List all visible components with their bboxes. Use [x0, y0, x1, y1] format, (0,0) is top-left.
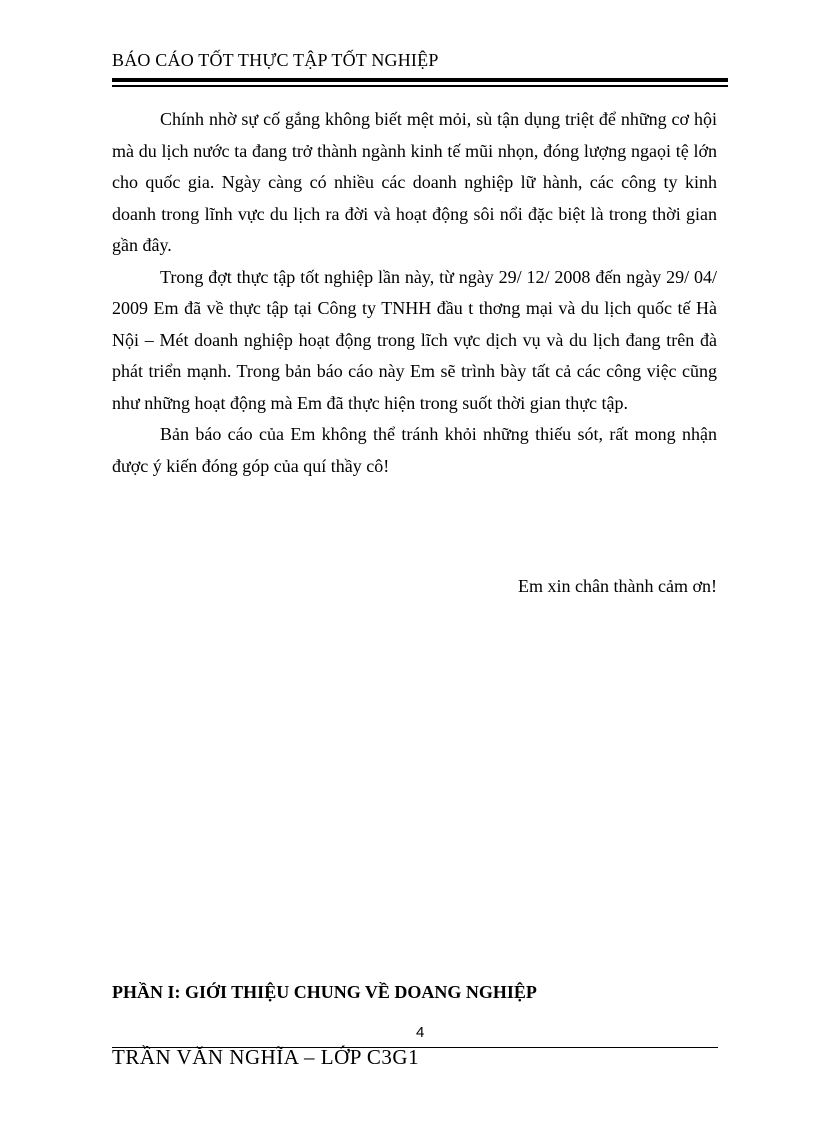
footer-author-class: TRẦN VĂN NGHĨA – LỚP C3G1	[112, 1045, 420, 1069]
section-heading: PHẦN I: GIỚI THIỆU CHUNG VỀ DOANG NGHIỆP	[112, 982, 537, 1002]
header-rule-thin	[112, 85, 728, 87]
body-text	[112, 104, 717, 482]
paragraph-2: Trong đợt thực tập tốt nghiệp lần này, từ ngày 29/ 12/ 2008 đến ngày 29/ 04/ 2009 Em đã về thực tập tại Công ty TNHH đầu t thơng mại và du lịch quốc tế Hà Nội – Mét doanh nghiệp hoạt động trong lĩch vực dịch vụ và du lịch đang trên đà phát triển mạnh. Trong bản báo cáo này Em sẽ trình bày tất cả các công việc cũng như những hoạt động mà Em đã thực hiện trong suốt thời gian thực tập.	[112, 266, 717, 413]
page-number: 4	[416, 1024, 425, 1041]
page-header-title: BÁO CÁO TỐT THỰC TẬP TỐT NGHIỆP	[112, 50, 439, 70]
paragraph-1: Chính nhờ sự cố gắng không biết mệt mỏi, sù tận dụng triệt để những cơ hội mà du lịch nước ta đang trở thành ngành kinh tế mũi nhọn, đóng lượng ngaọi tệ lớn cho quốc gia. Ngày càng có nhiều các doanh nghiệp lữ hành, các công ty kinh doanh trong lĩnh vực du lịch ra đời và hoạt động sôi nổi đặc biệt là trong thời gian gần đây.	[112, 109, 717, 255]
closing-remark: Em xin chân thành cảm ơn!	[518, 576, 717, 596]
header-rule-thick	[112, 78, 728, 82]
paragraph-3: Bản báo cáo của Em không thể tránh khỏi những thiếu sót, rất mong nhận được ý kiến đóng góp của quí thầy cô!	[112, 424, 717, 476]
